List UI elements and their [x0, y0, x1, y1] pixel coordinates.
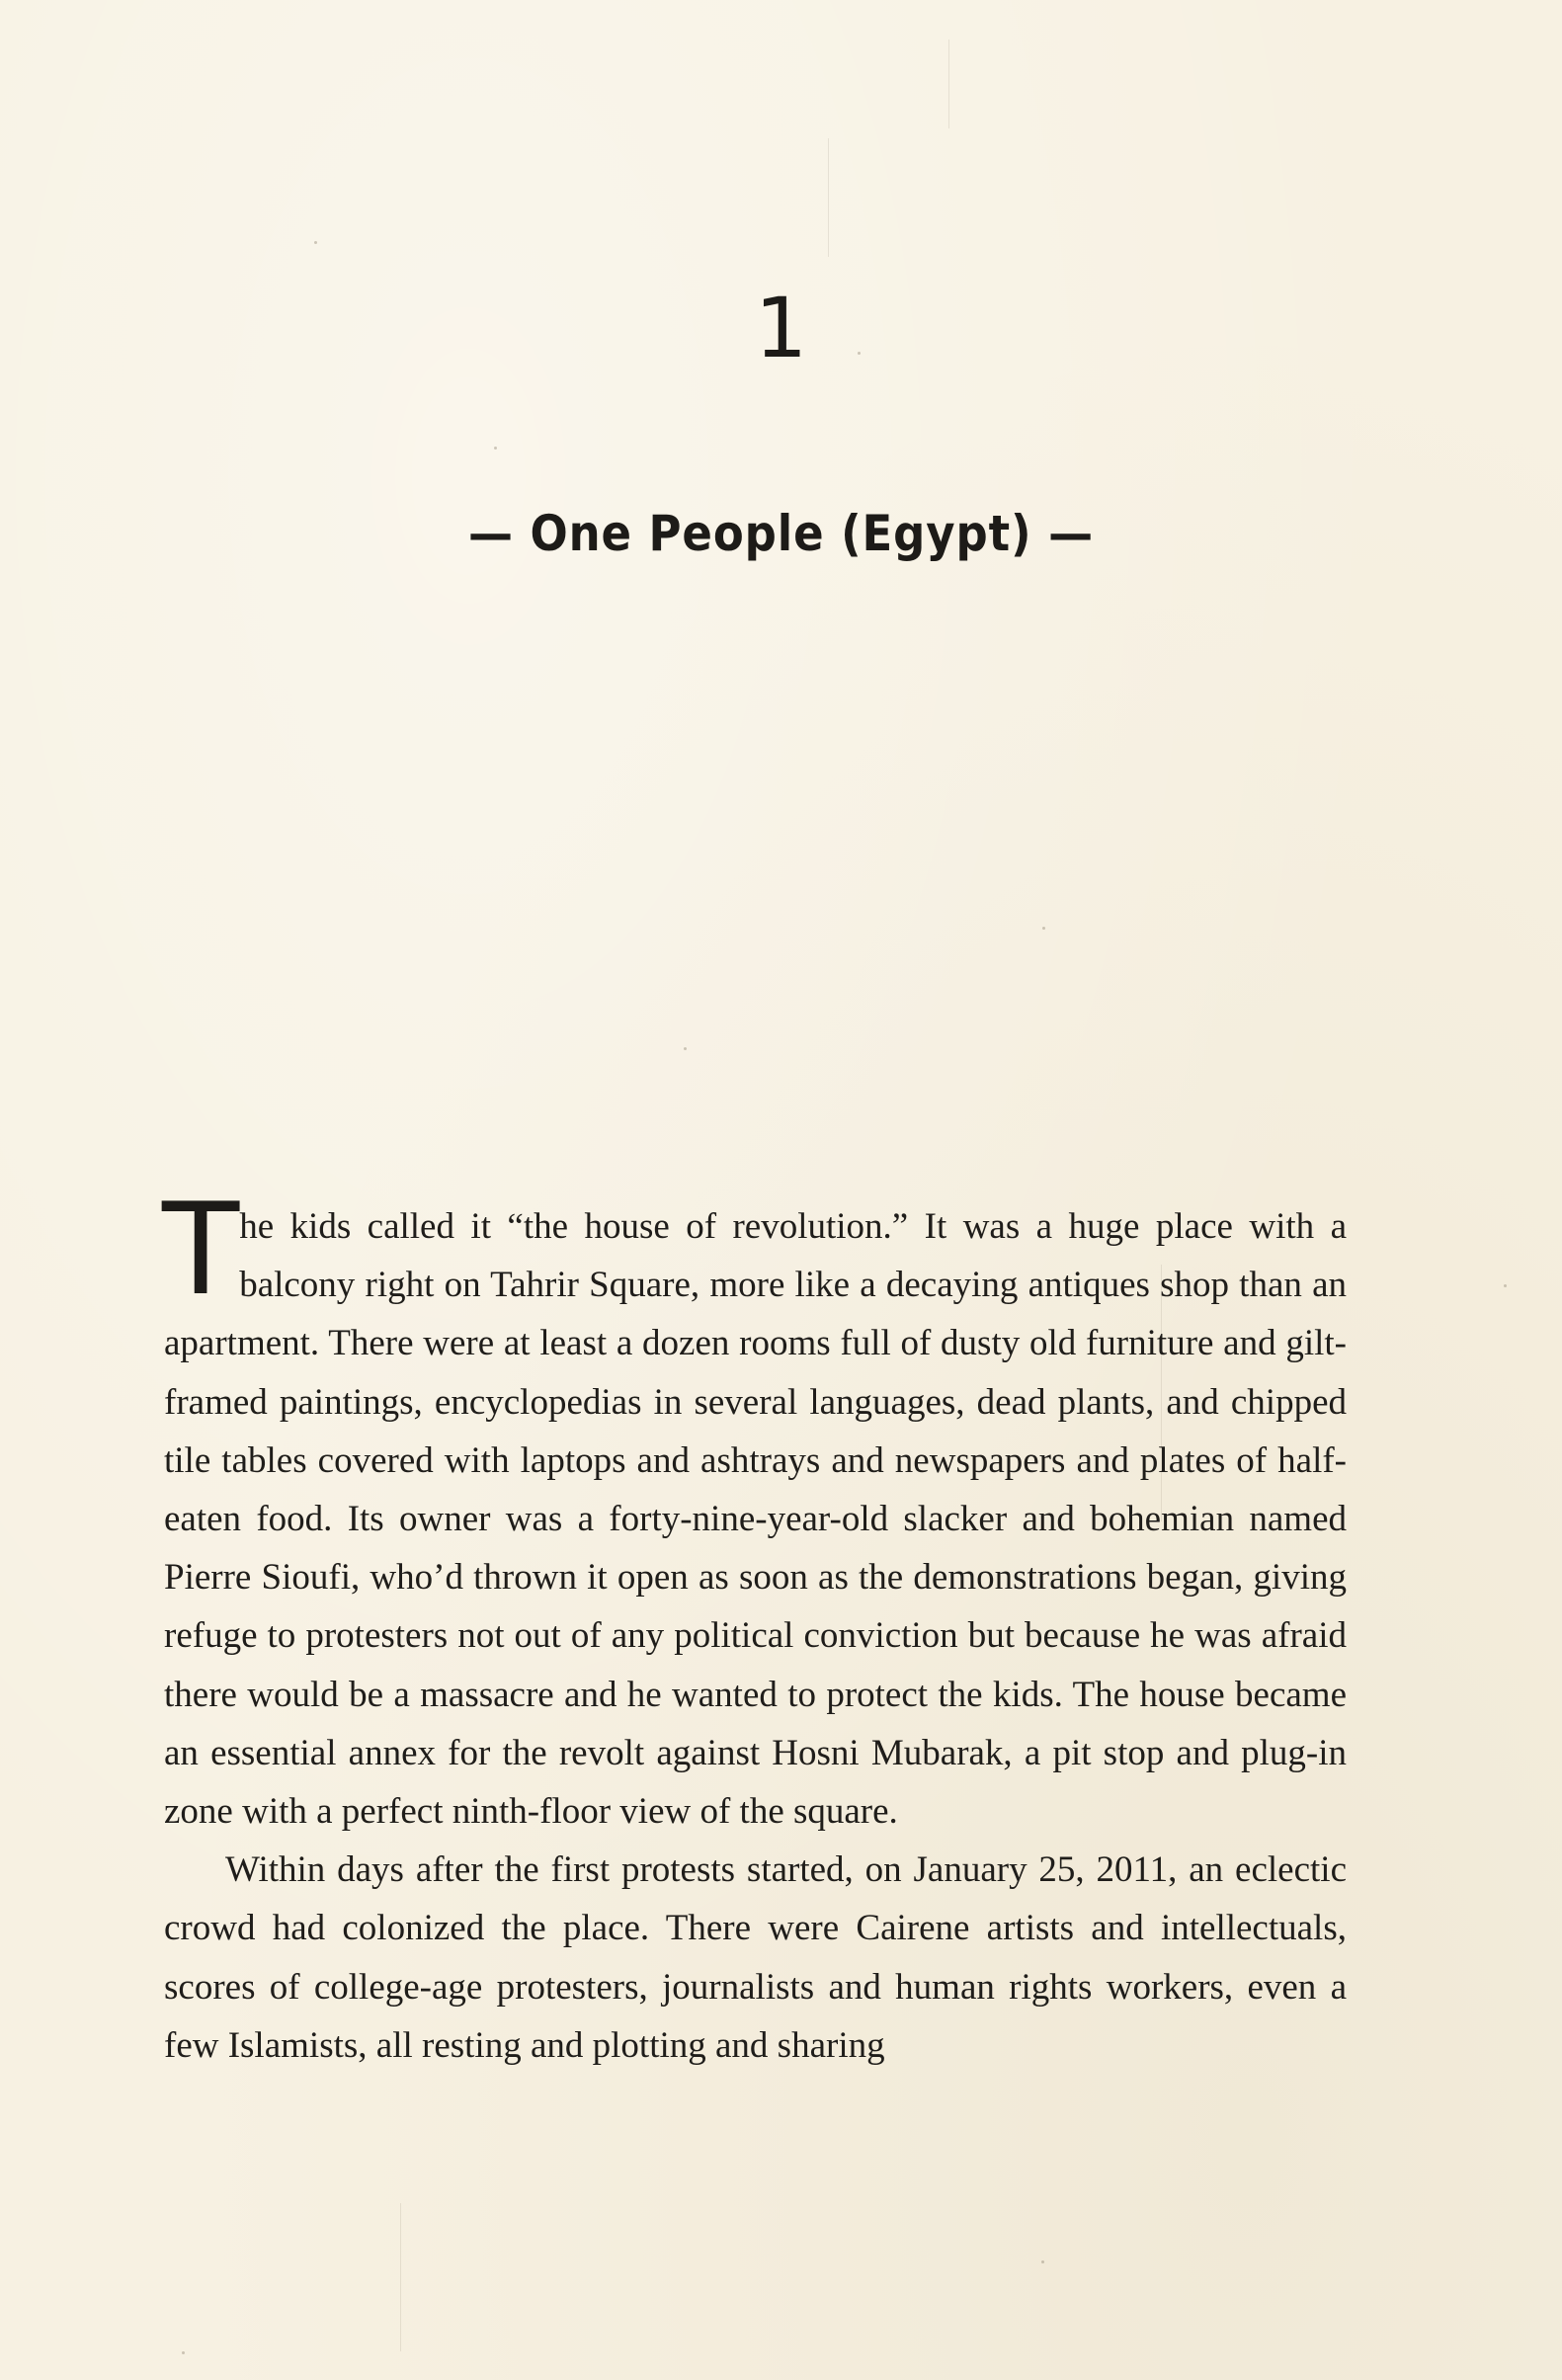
- paragraph-2: Within days after the first protests started, on January 25, 2011, an eclectic crowd had colonized the place. There were Cairene artists and intellectuals, scores of college-age protesters, journalists and human rights workers, even a few Islamists, all resting and plotting and sharing: [164, 1849, 1347, 2066]
- paper-speck: [314, 241, 317, 244]
- paragraph-1: [162, 1177, 1347, 1841]
- paper-crease: [400, 2203, 401, 2351]
- paper-crease: [828, 138, 829, 257]
- paper-speck: [684, 1047, 687, 1050]
- chapter-number: 1: [754, 280, 808, 376]
- paper-speck: [494, 447, 497, 450]
- paper-speck: [1042, 927, 1045, 930]
- drop-cap: T: [162, 1177, 240, 1324]
- paper-speck: [1504, 1284, 1507, 1287]
- chapter-body: [162, 1177, 1347, 2075]
- paper-speck: [1041, 2260, 1044, 2263]
- paper-crease: [948, 40, 949, 128]
- paper-speck: [182, 2351, 185, 2354]
- paragraph-1-text: he kids called it “the house of revolution.” It was a huge place with a balcony right on Tahrir Square, more like a decaying antiques shop than an apartment. There were at least a dozen rooms full of dusty old furniture and gilt-framed paintings, encyclopedias in several languages, dead plants, and chipped tile tables covered with laptops and ashtrays and newspapers and plates of half-eaten food. Its owner was a forty-nine-year-old slacker and bohemian named Pierre Sioufi, who’d thrown it open as soon as the demonstrations began, giving refuge to protesters not out of any political conviction but because he was afraid there would be a massacre and he wanted to protect the kids. The house became an essential annex for the revolt against Hosni Mubarak, a pit stop and plug-in zone with a perfect ninth-floor view of the square.: [164, 1206, 1347, 1833]
- chapter-title: — One People (Egypt) —: [467, 505, 1094, 562]
